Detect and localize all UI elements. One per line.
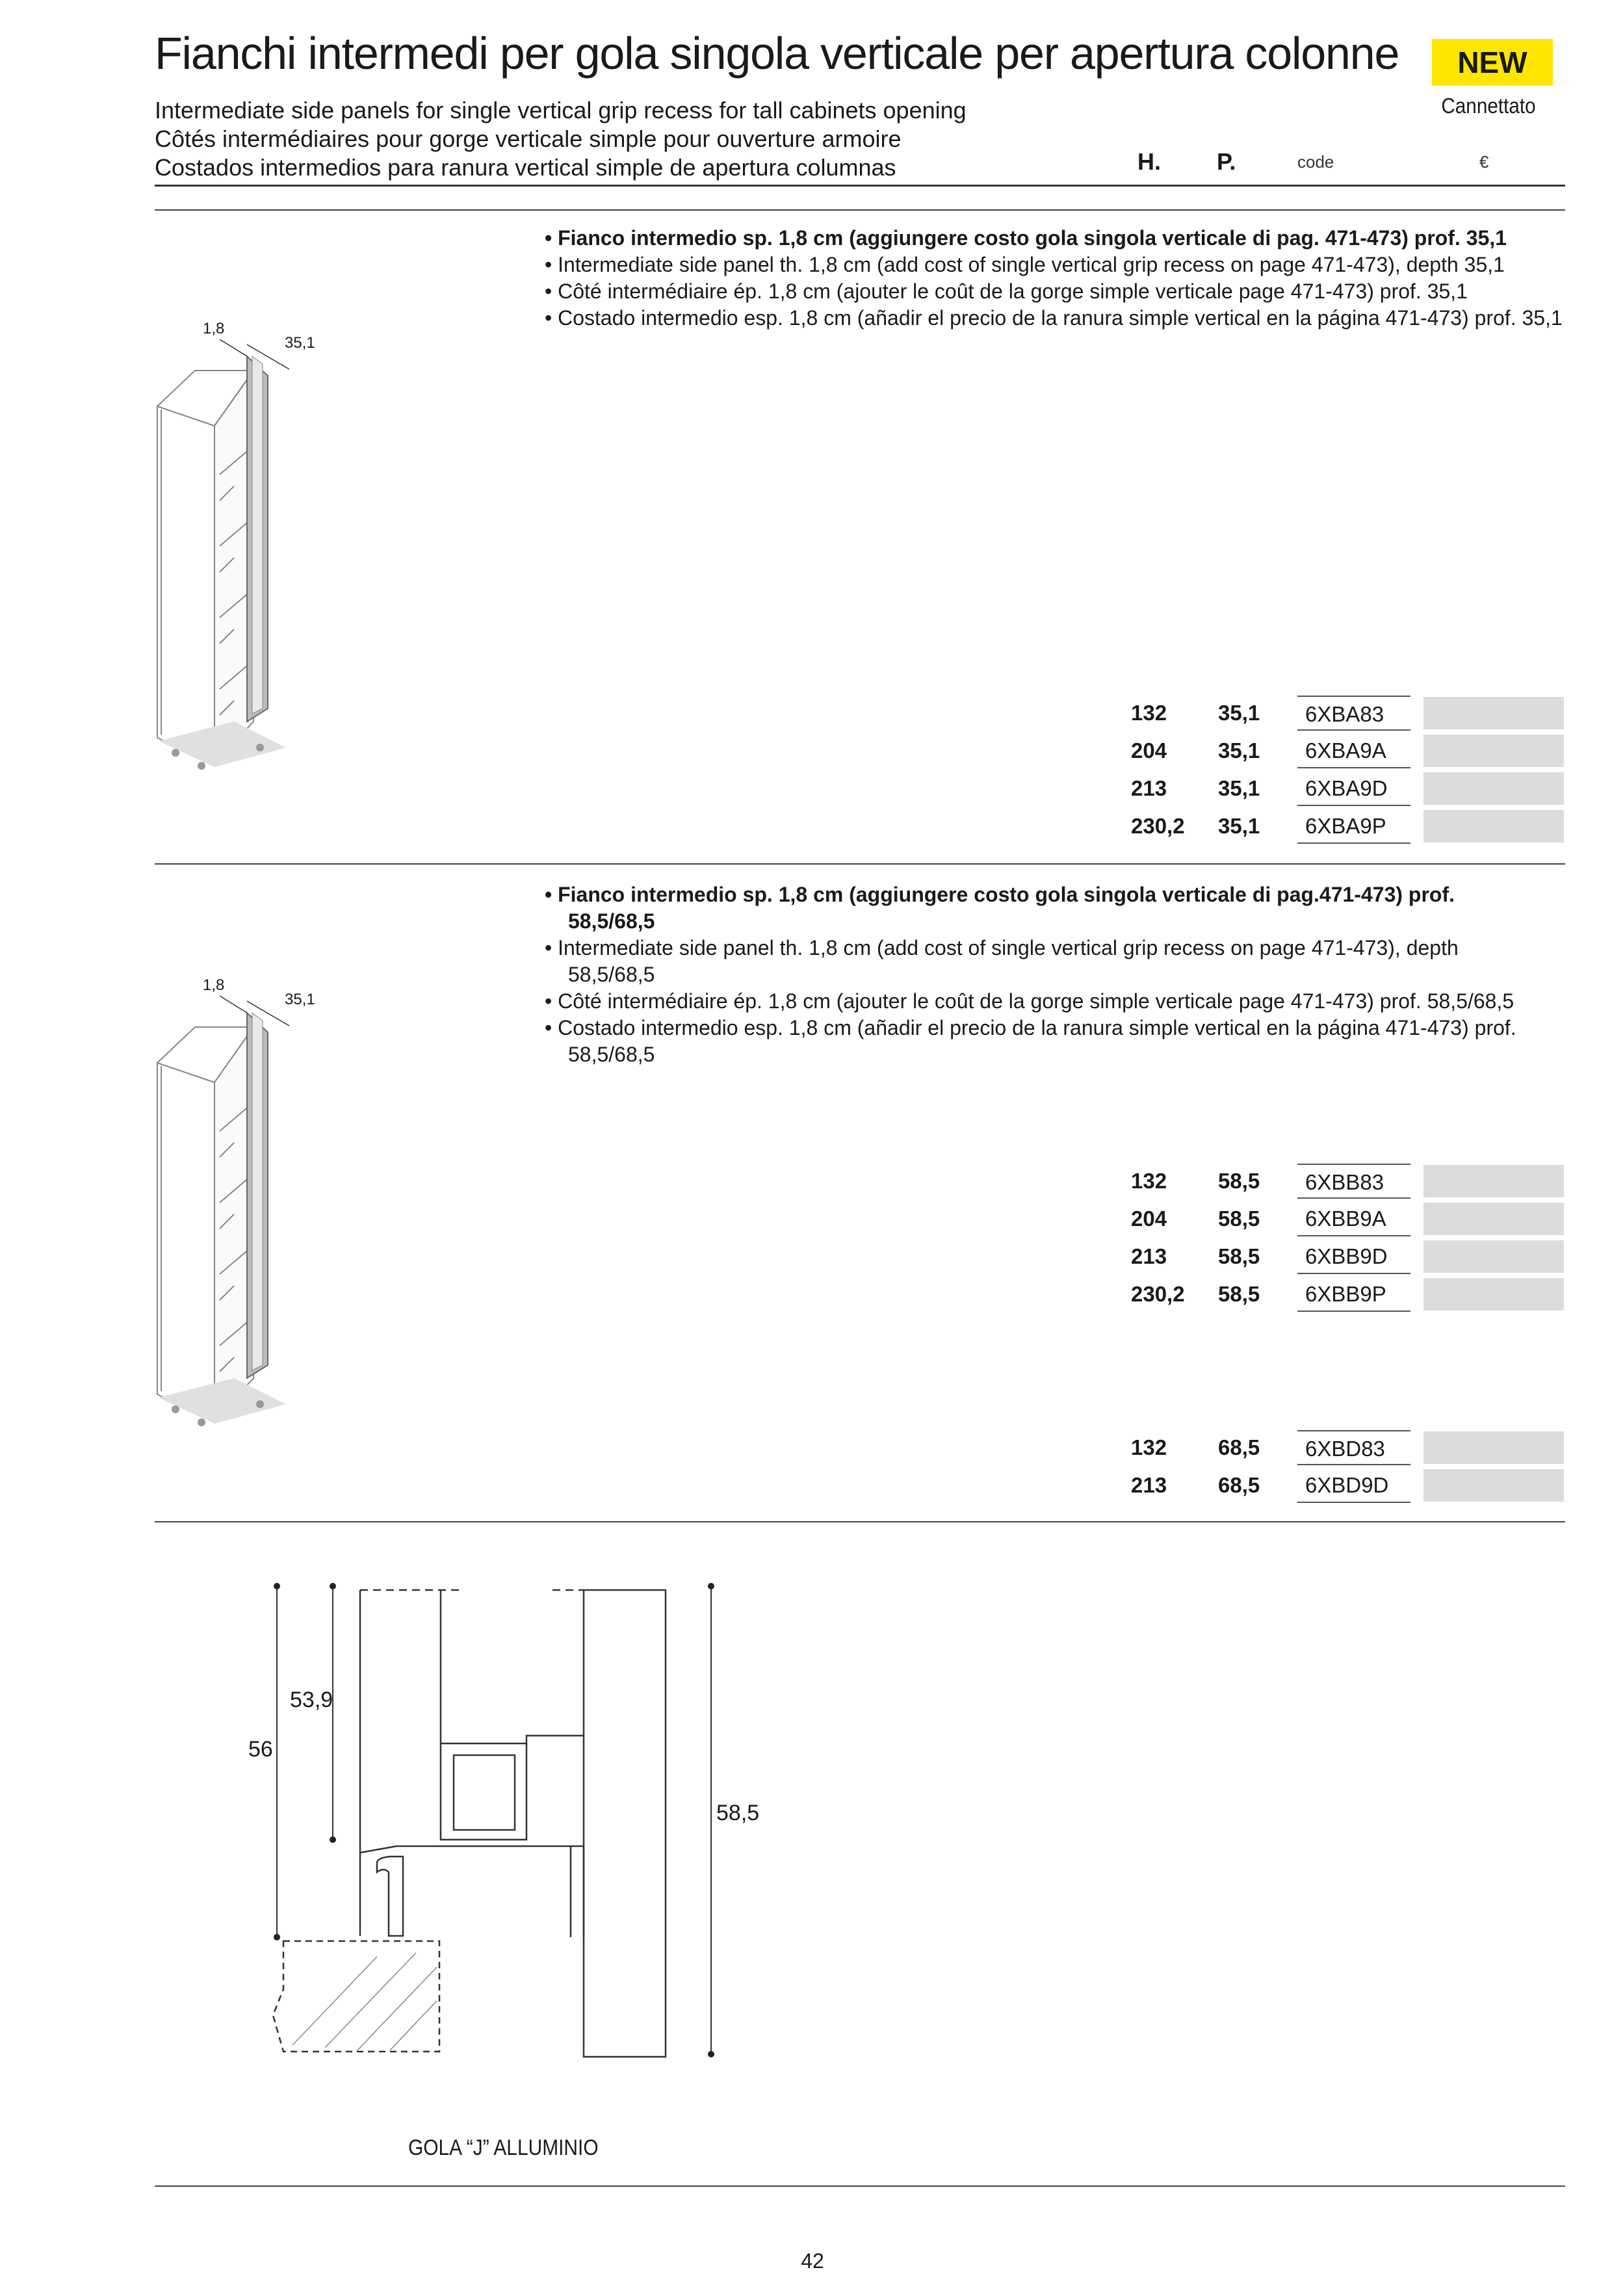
- dim-56: 56: [248, 1737, 273, 1762]
- cabinet-drawing-1: [149, 319, 318, 774]
- detail-divider: [155, 1521, 1565, 1522]
- column-header-price: €: [1479, 152, 1489, 172]
- dim-depth-2: 35,1: [285, 991, 315, 1008]
- price-cell: [1423, 1203, 1564, 1235]
- price-cell: [1423, 697, 1564, 729]
- price-cell: [1423, 1165, 1564, 1197]
- section2-description: [545, 881, 1546, 1068]
- new-badge: NEW: [1432, 39, 1553, 86]
- section2-divider: [155, 863, 1565, 865]
- desc-it: • Fianco intermedio sp. 1,8 cm (aggiungere costo gola singola verticale di pag.471-473) prof. 58,5/68,5: [545, 883, 1455, 933]
- column-header-code: code: [1297, 152, 1334, 172]
- price-cell: [1423, 1469, 1564, 1502]
- price-cell: [1423, 1431, 1564, 1464]
- footer-divider: [155, 2185, 1565, 2187]
- column-header-h: H.: [1137, 148, 1161, 175]
- section1-divider: [155, 209, 1565, 211]
- page-title: Fianchi intermedi per gola singola verticale per apertura colonne: [155, 28, 1399, 79]
- price-cell: [1423, 772, 1564, 805]
- desc-fr: • Côté intermédiaire ép. 1,8 cm (ajouter le coût de la gorge simple verticale page 471-473) prof. 35,1: [545, 280, 1468, 303]
- desc-es: • Costado intermedio esp. 1,8 cm (añadir el precio de la ranura simple vertical en la página 471-473) prof. 35,1: [545, 306, 1563, 330]
- desc-fr: • Côté intermédiaire ép. 1,8 cm (ajouter le coût de la gorge simple verticale page 471-473) prof. 58,5/68,5: [545, 989, 1514, 1013]
- page-number: 42: [801, 2249, 824, 2273]
- price-cell: [1423, 1240, 1564, 1273]
- section1-description: [545, 225, 1572, 332]
- price-cell: [1423, 735, 1564, 767]
- dim-53-9: 53,9: [290, 1688, 333, 1712]
- subtitle-en: Intermediate side panels for single vertical grip recess for tall cabinets opening: [155, 97, 967, 124]
- desc-en: • Intermediate side panel th. 1,8 cm (add cost of single vertical grip recess on page 471-473), depth 35,1: [545, 253, 1505, 276]
- subtitle-fr: Côtés intermédiaires pour gorge verticale simple pour ouverture armoire: [155, 125, 902, 152]
- subtitle-es: Costados intermedios para ranura vertical simple de apertura columnas: [155, 154, 896, 181]
- desc-es: • Costado intermedio esp. 1,8 cm (añadir el precio de la ranura simple vertical en la página 471-473) prof. 58,5/68,5: [545, 1016, 1516, 1066]
- header-divider: [155, 185, 1565, 187]
- detail-caption: GOLA “J” ALLUMINIO: [408, 2135, 599, 2160]
- column-header-p: P.: [1217, 148, 1236, 175]
- dim-depth-1: 35,1: [285, 334, 315, 352]
- dim-58-5: 58,5: [716, 1801, 760, 1825]
- finish-label: Cannettato: [1441, 94, 1536, 118]
- desc-en: • Intermediate side panel th. 1,8 cm (add cost of single vertical grip recess on page 471-473), depth 58,5/68,5: [545, 936, 1459, 986]
- cabinet-drawing-2: [149, 975, 318, 1430]
- dim-thickness-1: 1,8: [203, 320, 225, 337]
- dim-thickness-2: 1,8: [203, 976, 225, 994]
- price-cell: [1423, 810, 1564, 842]
- price-cell: [1423, 1278, 1564, 1311]
- desc-it: • Fianco intermedio sp. 1,8 cm (aggiungere costo gola singola verticale di pag. 471-473) prof. 35,1: [545, 226, 1507, 250]
- grip-profile-drawing: [247, 1567, 780, 2087]
